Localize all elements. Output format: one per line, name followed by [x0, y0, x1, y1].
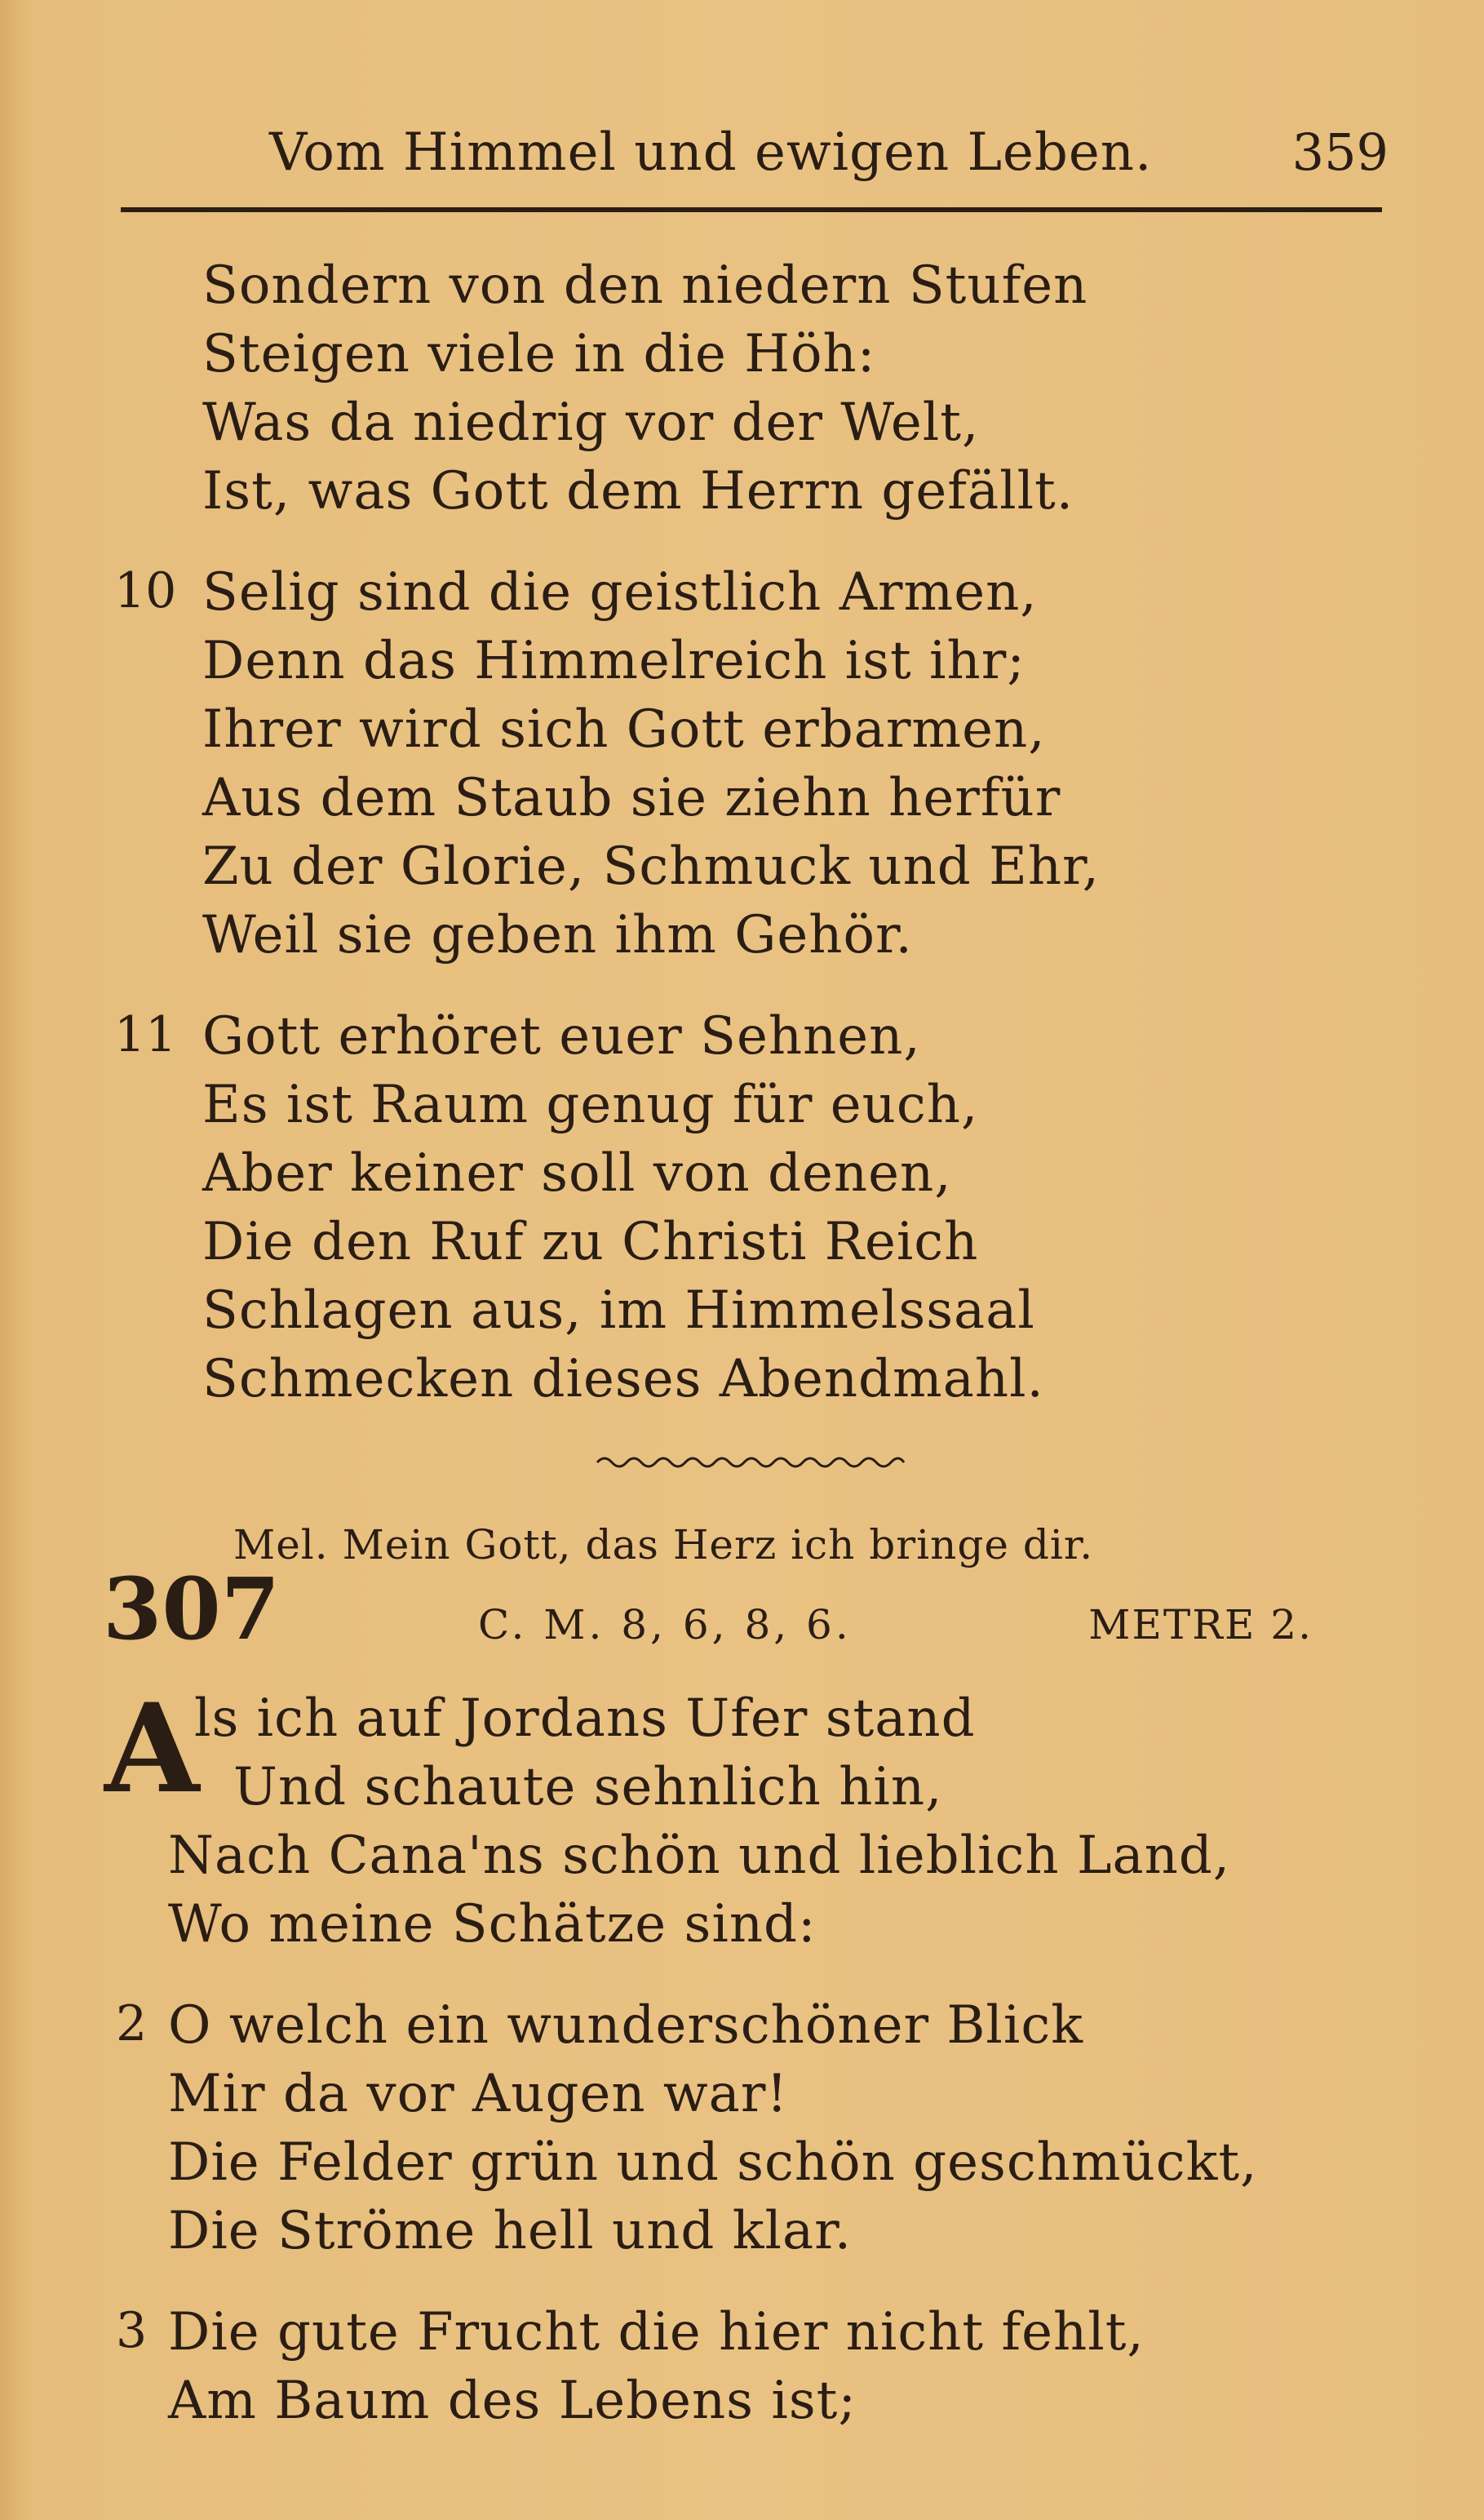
verse-line: Es ist Raum genug für euch, — [202, 1075, 979, 1135]
page-number: 359 — [1291, 122, 1389, 182]
tune-reference: Mel. Mein Gott, das Herz ich bringe dir. — [233, 1521, 1094, 1568]
verse-line: Nach Cana'ns schön und lieblich Land, — [168, 1826, 1231, 1886]
verse-line: Aus dem Staub sie ziehn herfür — [202, 768, 1061, 828]
verse-line: Die Ströme hell und klar. — [168, 2201, 853, 2261]
verse-line: Mir da vor Augen war! — [168, 2064, 789, 2124]
verse-line: Zu der Glorie, Schmuck und Ehr, — [202, 836, 1100, 897]
verse-line: Wo meine Schätze sind: — [168, 1894, 817, 1954]
verse-line: Und schaute sehnlich hin, — [233, 1757, 943, 1817]
verse-line: ls ich auf Jordans Ufer stand — [194, 1688, 976, 1749]
running-title: Vom Himmel und ewigen Leben. — [269, 122, 1153, 183]
meter: C. M. 8, 6, 8, 6. — [478, 1601, 852, 1648]
verse-line: Am Baum des Lebens ist; — [168, 2371, 857, 2431]
verse-line: O welch ein wunderschöner Blick — [168, 1995, 1083, 2056]
verse-line: Die gute Frucht die hier nicht fehlt, — [168, 2302, 1145, 2362]
verse-number: 10 — [114, 562, 177, 619]
verse-line: Denn das Himmelreich ist ihr; — [202, 631, 1026, 691]
running-header — [269, 122, 1395, 188]
metre-label: METRE 2. — [1088, 1601, 1313, 1648]
verse-line: Selig sind die geistlich Armen, — [202, 562, 1038, 623]
verse-line: Die den Ruf zu Christi Reich — [202, 1212, 979, 1272]
verse-number: 2 — [116, 1995, 148, 2052]
verse-number: 3 — [116, 2302, 148, 2359]
verse-line: Steigen viele in die Höh: — [202, 324, 876, 384]
verse-line: Ihrer wird sich Gott erbarmen, — [202, 699, 1046, 760]
header-rule — [121, 207, 1382, 212]
verse-line: Schlagen aus, im Himmelssaal — [202, 1280, 1035, 1341]
verse-line: Gott erhöret euer Sehnen, — [202, 1006, 921, 1067]
verse-line: Aber keiner soll von denen, — [202, 1143, 952, 1204]
hymn-number: 307 — [103, 1559, 281, 1659]
verse-line: Die Felder grün und schön geschmückt, — [168, 2132, 1258, 2193]
verse-line: Schmecken dieses Abendmahl. — [202, 1349, 1044, 1409]
verse-line: Ist, was Gott dem Herrn gefällt. — [202, 461, 1074, 521]
verse-line: Sondern von den niedern Stufen — [202, 255, 1088, 316]
verse-line: Weil sie geben ihm Gehör. — [202, 905, 913, 965]
drop-cap: A — [104, 1677, 200, 1821]
ornament-divider — [596, 1453, 906, 1472]
verse-line: Was da niedrig vor der Welt, — [202, 393, 980, 453]
verse-number: 11 — [114, 1006, 177, 1063]
